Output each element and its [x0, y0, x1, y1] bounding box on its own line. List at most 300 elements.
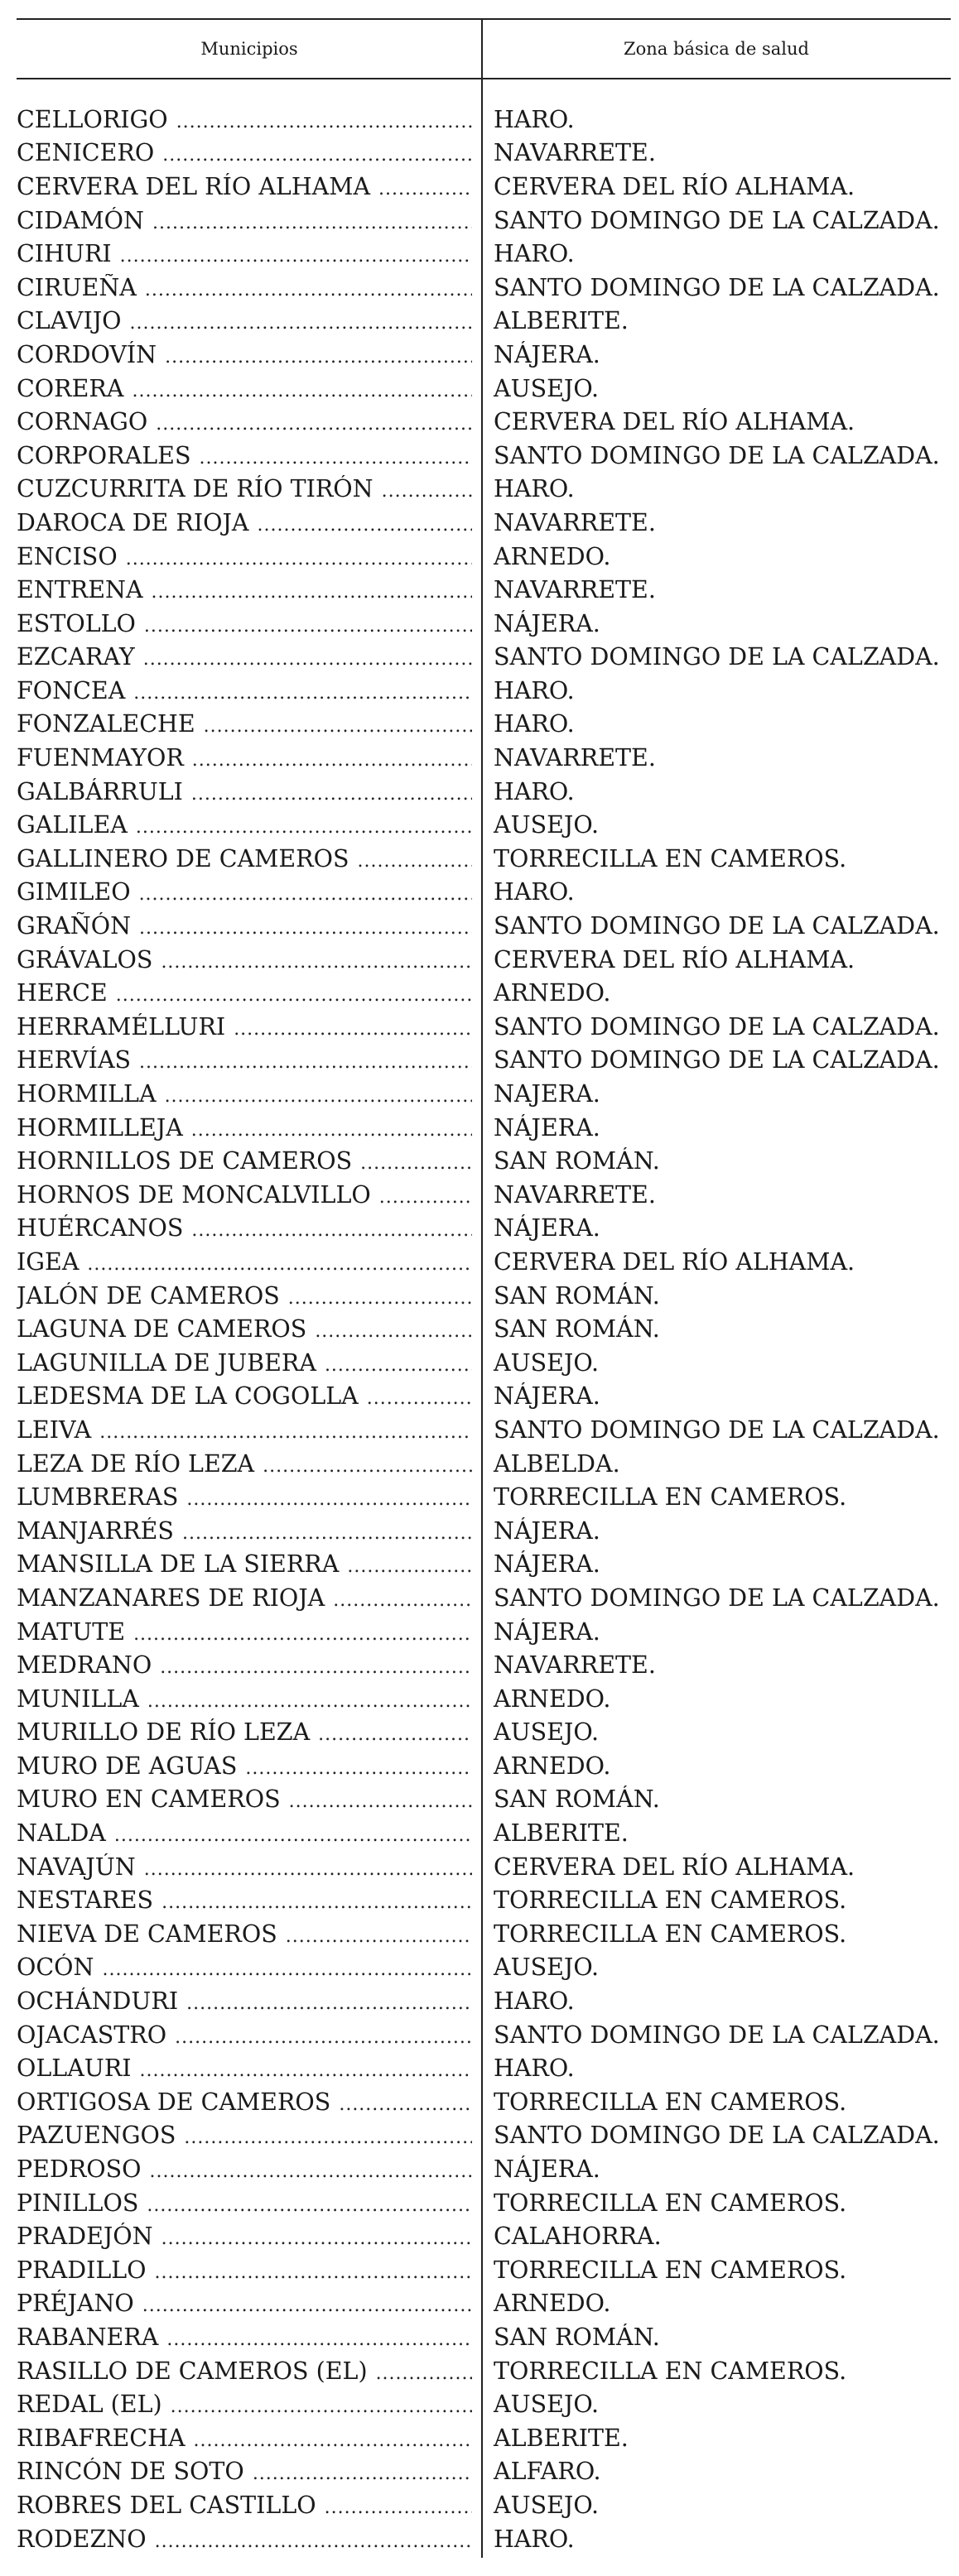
table-row — [17, 808, 951, 842]
zona-basica-cell: CERVERA DEL RÍO ALHAMA. — [494, 945, 855, 973]
municipio-name: PRADEJÓN — [17, 2223, 153, 2251]
municipio-name: RABANERA — [17, 2323, 159, 2351]
table-row — [17, 137, 951, 171]
zona-basica-cell: CERVERA DEL RÍO ALHAMA. — [494, 172, 855, 200]
dot-leader — [360, 1153, 472, 1174]
municipio-cell — [17, 1718, 482, 1746]
zona-basica-cell: AUSEJO. — [494, 811, 600, 839]
municipio-name: EZCARAY — [17, 643, 135, 671]
zona-basica-cell: HARO. — [494, 105, 575, 133]
municipio-name: MURO EN CAMEROS — [17, 1785, 281, 1814]
zona-basica-cell: ALFARO. — [494, 2458, 601, 2486]
zona-basica-cell: ARNEDO. — [494, 979, 611, 1007]
dot-leader — [155, 2531, 472, 2552]
table-row — [17, 439, 951, 473]
municipio-cell — [17, 1584, 482, 1612]
municipio-cell — [17, 1651, 482, 1679]
municipio-name: CORDOVÍN — [17, 340, 157, 368]
zona-basica-cell: AUSEJO. — [494, 374, 600, 402]
municipio-cell — [17, 610, 482, 637]
dot-leader — [147, 1691, 472, 1712]
table-row — [17, 2186, 951, 2220]
dot-leader — [143, 649, 472, 670]
zona-basica-cell: TORRECILLA EN CAMEROS. — [494, 2357, 847, 2385]
dot-leader — [204, 716, 472, 737]
municipio-cell — [17, 2324, 482, 2351]
municipio-cell — [17, 2425, 482, 2452]
zona-basica-cell: TORRECILLA EN CAMEROS. — [494, 2088, 847, 2116]
municipio-name: RASILLO DE CAMEROS (EL) — [17, 2357, 368, 2385]
zona-basica-cell: SAN ROMÁN. — [494, 2323, 660, 2351]
municipio-name: CLAVIJO — [17, 307, 122, 335]
zona-basica-cell: HARO. — [494, 777, 575, 805]
table-row — [17, 573, 951, 607]
dot-leader — [325, 1355, 472, 1376]
municipio-cell — [17, 1920, 482, 1948]
zona-basica-cell: NAVARRETE. — [494, 744, 656, 772]
zona-basica-cell: SANTO DOMINGO DE LA CALZADA. — [494, 912, 940, 940]
table-row — [17, 305, 951, 339]
municipio-cell — [17, 408, 482, 435]
table-row — [17, 1783, 951, 1817]
table-row — [17, 405, 951, 439]
municipio-name: HORMILLEJA — [17, 1113, 183, 1141]
table-row — [17, 1615, 951, 1649]
municipio-name: PAZUENGOS — [17, 2122, 176, 2150]
municipio-name: CENICERO — [17, 139, 155, 167]
municipio-cell — [17, 946, 482, 973]
zona-basica-cell: ALBERITE. — [494, 307, 629, 335]
municipio-cell — [17, 1349, 482, 1377]
municipio-name: HORNOS DE MONCALVILLO — [17, 1180, 371, 1209]
table-row — [17, 1682, 951, 1716]
municipio-cell — [17, 878, 482, 906]
zona-basica-cell: CALAHORRA. — [494, 2223, 662, 2251]
dot-leader — [142, 2295, 472, 2316]
dot-leader — [162, 145, 472, 166]
table-row — [17, 1044, 951, 1078]
dot-leader — [152, 582, 472, 603]
municipio-name: CIDAMÓN — [17, 206, 144, 234]
municipios-table — [17, 18, 951, 2555]
dot-leader — [315, 1321, 472, 1342]
zona-basica-cell: ARNEDO. — [494, 1684, 611, 1713]
zona-basica-cell: SANTO DOMINGO DE LA CALZADA. — [494, 441, 940, 469]
dot-leader — [191, 1220, 472, 1241]
table-row — [17, 1514, 951, 1548]
table-body — [17, 79, 951, 2555]
table-row — [17, 1917, 951, 1951]
municipio-cell — [17, 307, 482, 334]
zona-basica-cell: TORRECILLA EN CAMEROS. — [494, 1483, 847, 1511]
table-row — [17, 1077, 951, 1111]
table-row — [17, 1648, 951, 1682]
dot-leader — [318, 1724, 472, 1745]
municipio-cell — [17, 2357, 482, 2385]
dot-leader — [133, 1624, 472, 1645]
dot-leader — [186, 1489, 472, 1510]
municipio-cell — [17, 2526, 482, 2553]
zona-basica-cell: AUSEJO. — [494, 2391, 600, 2419]
dot-leader — [165, 1086, 472, 1107]
dot-leader — [358, 851, 472, 872]
zona-basica-cell: SANTO DOMINGO DE LA CALZADA. — [494, 643, 940, 671]
municipio-name: CORPORALES — [17, 441, 191, 469]
dot-leader — [126, 549, 472, 570]
table-row — [17, 2455, 951, 2489]
municipio-cell — [17, 811, 482, 839]
municipio-name: CERVERA DEL RÍO ALHAMA — [17, 172, 371, 200]
dot-leader — [347, 1556, 472, 1577]
zona-basica-cell: NÁJERA. — [494, 609, 600, 637]
zona-basica-cell: ARNEDO. — [494, 2290, 611, 2318]
zona-basica-cell: TORRECILLA EN CAMEROS. — [494, 1886, 847, 1915]
table-row — [17, 1279, 951, 1313]
zona-basica-cell: HARO. — [494, 1987, 575, 2016]
municipio-cell — [17, 1785, 482, 1813]
municipio-cell — [17, 509, 482, 536]
zona-basica-cell: SAN ROMÁN. — [494, 1785, 660, 1814]
municipio-name: MANSILLA DE LA SIERRA — [17, 1550, 340, 1579]
municipio-name: CUZCURRITA DE RÍO TIRÓN — [17, 475, 373, 503]
dot-leader — [114, 1825, 472, 1846]
dot-leader — [191, 1120, 472, 1141]
municipio-name: MEDRANO — [17, 1651, 152, 1680]
table-row — [17, 237, 951, 271]
municipio-cell — [17, 139, 482, 166]
dot-leader — [160, 1657, 472, 1678]
municipio-name: JALÓN DE CAMEROS — [17, 1281, 280, 1310]
municipio-name: RINCÓN DE SOTO — [17, 2458, 244, 2486]
dot-leader — [152, 213, 472, 233]
dot-leader — [161, 1892, 472, 1913]
zona-basica-cell: AUSEJO. — [494, 1718, 600, 1747]
zona-basica-cell: ALBELDA. — [494, 1449, 620, 1478]
municipio-cell — [17, 912, 482, 940]
dot-leader — [140, 2060, 472, 2081]
table-row — [17, 842, 951, 876]
municipio-cell — [17, 1147, 482, 1175]
table-row — [17, 2085, 951, 2119]
municipio-cell — [17, 2256, 482, 2284]
municipio-name: MANZANARES DE RIOJA — [17, 1584, 325, 1612]
municipio-cell — [17, 677, 482, 704]
zona-basica-cell: HARO. — [494, 475, 575, 503]
municipio-name: RIBAFRECHA — [17, 2424, 186, 2452]
dot-leader — [263, 1456, 472, 1477]
municipio-name: OCÓN — [17, 1954, 94, 1982]
table-row — [17, 473, 951, 507]
municipio-name: ENCISO — [17, 542, 118, 570]
municipio-cell — [17, 1181, 482, 1209]
municipio-name: GALLINERO DE CAMEROS — [17, 844, 349, 872]
municipio-name: CELLORIGO — [17, 105, 168, 133]
municipio-cell — [17, 1685, 482, 1713]
municipio-name: HERRAMÉLLURI — [17, 1012, 226, 1040]
dot-leader — [184, 2127, 472, 2148]
municipio-name: GALILEA — [17, 811, 128, 839]
zona-basica-cell: HARO. — [494, 2055, 575, 2083]
municipio-name: MATUTE — [17, 1617, 126, 1646]
zona-basica-cell: NÁJERA. — [494, 340, 600, 368]
header-zona-basica: Zona básica de salud — [624, 39, 809, 59]
dot-leader — [139, 918, 472, 939]
zona-basica-cell: ARNEDO. — [494, 1752, 611, 1780]
municipio-name: GIMILEO — [17, 878, 131, 906]
dot-leader — [156, 414, 472, 435]
zona-basica-cell: HARO. — [494, 710, 575, 738]
municipio-cell — [17, 2189, 482, 2217]
table-row — [17, 741, 951, 775]
zona-basica-cell: NÁJERA. — [494, 1516, 600, 1545]
dot-leader — [376, 2363, 472, 2384]
dot-leader — [155, 2262, 472, 2283]
zona-basica-cell: NAVARRETE. — [494, 508, 656, 536]
zona-basica-cell: NÁJERA. — [494, 1382, 600, 1411]
municipio-name: LEDESMA DE LA COGOLLA — [17, 1382, 359, 1411]
zona-basica-cell: CERVERA DEL RÍO ALHAMA. — [494, 1853, 855, 1881]
municipio-name: NALDA — [17, 1819, 106, 1848]
municipio-name: PRADILLO — [17, 2256, 147, 2284]
zona-basica-cell: HARO. — [494, 676, 575, 704]
table-row — [17, 2253, 951, 2287]
zona-basica-cell: SANTO DOMINGO DE LA CALZADA. — [494, 273, 940, 301]
zona-basica-cell: NÁJERA. — [494, 2155, 600, 2184]
dot-leader — [176, 112, 472, 132]
zona-basica-cell: ALBERITE. — [494, 1819, 629, 1848]
zona-basica-cell: NAJERA. — [494, 1080, 600, 1108]
dot-leader — [166, 2329, 472, 2350]
table-row — [17, 1144, 951, 1178]
municipio-cell — [17, 475, 482, 502]
dot-leader — [161, 952, 472, 973]
municipio-name: FONCEA — [17, 676, 126, 704]
table-row — [17, 1850, 951, 1884]
dot-leader — [139, 884, 472, 905]
municipio-name: CIRUEÑA — [17, 273, 137, 301]
municipio-cell — [17, 744, 482, 771]
zona-basica-cell: TORRECILLA EN CAMEROS. — [494, 844, 847, 872]
municipio-name: HORMILLA — [17, 1080, 157, 1108]
table-header — [17, 20, 951, 79]
dot-leader — [186, 1993, 472, 2014]
municipio-name: OLLAURI — [17, 2055, 132, 2083]
dot-leader — [253, 2463, 472, 2484]
table-row — [17, 1883, 951, 1917]
table-row — [17, 1245, 951, 1279]
table-row — [17, 708, 951, 742]
municipio-cell — [17, 1517, 482, 1545]
municipio-name: HERVÍAS — [17, 1046, 132, 1074]
table-row — [17, 674, 951, 708]
table-row — [17, 1581, 951, 1615]
zona-basica-cell: TORRECILLA EN CAMEROS. — [494, 2256, 847, 2284]
municipio-cell — [17, 207, 482, 234]
table-row — [17, 2119, 951, 2153]
municipio-name: ROBRES DEL CASTILLO — [17, 2491, 316, 2519]
municipio-name: MURO DE AGUAS — [17, 1752, 238, 1780]
municipio-name: NAVAJÚN — [17, 1853, 136, 1881]
table-row — [17, 1346, 951, 1380]
table-row — [17, 943, 951, 977]
municipio-cell — [17, 2155, 482, 2183]
zona-basica-cell: HARO. — [494, 878, 575, 906]
table-row — [17, 1010, 951, 1044]
dot-leader — [165, 347, 472, 368]
zona-basica-cell: SANTO DOMINGO DE LA CALZADA. — [494, 1415, 940, 1444]
municipio-cell — [17, 1550, 482, 1578]
table-row — [17, 2287, 951, 2321]
dot-leader — [378, 179, 472, 199]
table-row — [17, 1716, 951, 1750]
table-row — [17, 1380, 951, 1414]
municipio-name: GALBÁRRULI — [17, 777, 183, 805]
table-row — [17, 2354, 951, 2388]
dot-leader — [136, 817, 472, 838]
dot-leader — [382, 481, 472, 502]
dot-leader — [191, 784, 472, 805]
municipio-cell — [17, 1114, 482, 1141]
table-row — [17, 607, 951, 641]
municipio-name: ESTOLLO — [17, 609, 136, 637]
dot-leader — [339, 2094, 472, 2115]
table-row — [17, 2152, 951, 2186]
municipio-name: LEIVA — [17, 1415, 92, 1444]
table-row — [17, 1984, 951, 2018]
municipio-cell — [17, 375, 482, 402]
table-row — [17, 2219, 951, 2253]
dot-leader — [192, 750, 472, 771]
table-row — [17, 2488, 951, 2522]
municipio-cell — [17, 442, 482, 469]
zona-basica-cell: SAN ROMÁN. — [494, 1315, 660, 1343]
table-row — [17, 2051, 951, 2085]
table-row — [17, 540, 951, 574]
municipio-cell — [17, 1248, 482, 1276]
municipio-name: IGEA — [17, 1247, 80, 1276]
zona-basica-cell: NAVARRETE. — [494, 1651, 656, 1680]
municipio-cell — [17, 1618, 482, 1646]
table-row — [17, 976, 951, 1010]
zona-basica-cell: SANTO DOMINGO DE LA CALZADA. — [494, 1012, 940, 1040]
municipio-cell — [17, 2492, 482, 2519]
municipio-name: PEDROSO — [17, 2155, 142, 2184]
zona-basica-cell: AUSEJO. — [494, 2491, 600, 2519]
municipio-name: ENTRENA — [17, 576, 143, 604]
zona-basica-cell: CERVERA DEL RÍO ALHAMA. — [494, 1247, 855, 1276]
table-row — [17, 1480, 951, 1514]
table-row — [17, 1951, 951, 1985]
municipio-name: REDAL (EL) — [17, 2391, 162, 2419]
municipio-name: FUENMAYOR — [17, 744, 184, 772]
table-row — [17, 338, 951, 372]
zona-basica-cell: SAN ROMÁN. — [494, 1281, 660, 1310]
dot-leader — [161, 2228, 472, 2249]
municipio-cell — [17, 240, 482, 267]
dot-leader — [333, 1590, 472, 1611]
zona-basica-cell: NAVARRETE. — [494, 1180, 656, 1209]
municipio-name: LAGUNA DE CAMEROS — [17, 1315, 307, 1343]
municipio-cell — [17, 173, 482, 200]
municipio-cell — [17, 1080, 482, 1108]
municipio-cell — [17, 1450, 482, 1478]
municipio-cell — [17, 1483, 482, 1511]
municipio-cell — [17, 1886, 482, 1914]
zona-basica-cell: SAN ROMÁN. — [494, 1147, 660, 1175]
table-row — [17, 641, 951, 675]
table-row — [17, 1413, 951, 1447]
municipio-cell — [17, 1382, 482, 1410]
municipio-cell — [17, 2458, 482, 2485]
table-row — [17, 1749, 951, 1783]
dot-leader — [116, 985, 472, 1006]
table-row — [17, 775, 951, 809]
zona-basica-cell: NAVARRETE. — [494, 139, 656, 167]
zona-basica-cell: ARNEDO. — [494, 542, 611, 570]
table-row — [17, 1548, 951, 1582]
table-row — [17, 876, 951, 910]
zona-basica-cell: NAVARRETE. — [494, 576, 656, 604]
zona-basica-cell: HARO. — [494, 2525, 575, 2553]
zona-basica-cell: NÁJERA. — [494, 1214, 600, 1242]
municipio-cell — [17, 1819, 482, 1847]
dot-leader — [234, 1019, 472, 1040]
zona-basica-cell: ALBERITE. — [494, 2424, 629, 2452]
zona-basica-cell: TORRECILLA EN CAMEROS. — [494, 2189, 847, 2217]
zona-basica-cell: SANTO DOMINGO DE LA CALZADA. — [494, 1584, 940, 1612]
municipio-name: MUNILLA — [17, 1684, 139, 1713]
table-row — [17, 204, 951, 238]
municipio-cell — [17, 2055, 482, 2082]
dot-leader — [99, 1422, 472, 1443]
municipio-name: HUÉRCANOS — [17, 1214, 184, 1242]
municipio-name: PINILLOS — [17, 2189, 139, 2217]
municipio-cell — [17, 1954, 482, 1981]
municipio-cell — [17, 2391, 482, 2418]
dot-leader — [289, 1791, 472, 1812]
municipio-cell — [17, 1013, 482, 1040]
table-row — [17, 2421, 951, 2455]
dot-leader — [245, 1758, 472, 1779]
zona-basica-cell: HARO. — [494, 240, 575, 268]
dot-leader — [139, 1052, 472, 1073]
municipio-name: ORTIGOSA DE CAMEROS — [17, 2088, 331, 2116]
table-row — [17, 2320, 951, 2354]
dot-leader — [367, 1388, 472, 1409]
table-row — [17, 1178, 951, 1212]
municipio-cell — [17, 1853, 482, 1881]
header-municipios: Municipios — [200, 39, 298, 59]
dot-leader — [194, 2430, 472, 2451]
municipio-name: MANJARRÉS — [17, 1516, 174, 1545]
table-row — [17, 506, 951, 540]
table-row — [17, 1816, 951, 1850]
table-row — [17, 2018, 951, 2052]
dot-leader — [288, 1288, 472, 1309]
dot-leader — [182, 1523, 472, 1544]
municipio-name: OCHÁNDURI — [17, 1987, 179, 2016]
municipio-cell — [17, 979, 482, 1007]
municipio-name: GRÁVALOS — [17, 945, 153, 973]
municipio-cell — [17, 274, 482, 301]
municipio-cell — [17, 341, 482, 368]
zona-basica-cell: AUSEJO. — [494, 1954, 600, 1982]
zona-basica-cell: SANTO DOMINGO DE LA CALZADA. — [494, 2122, 940, 2150]
dot-leader — [133, 683, 472, 704]
table-row — [17, 2522, 951, 2556]
municipio-name: PRÉJANO — [17, 2290, 134, 2318]
zona-basica-cell: SANTO DOMINGO DE LA CALZADA. — [494, 2021, 940, 2049]
